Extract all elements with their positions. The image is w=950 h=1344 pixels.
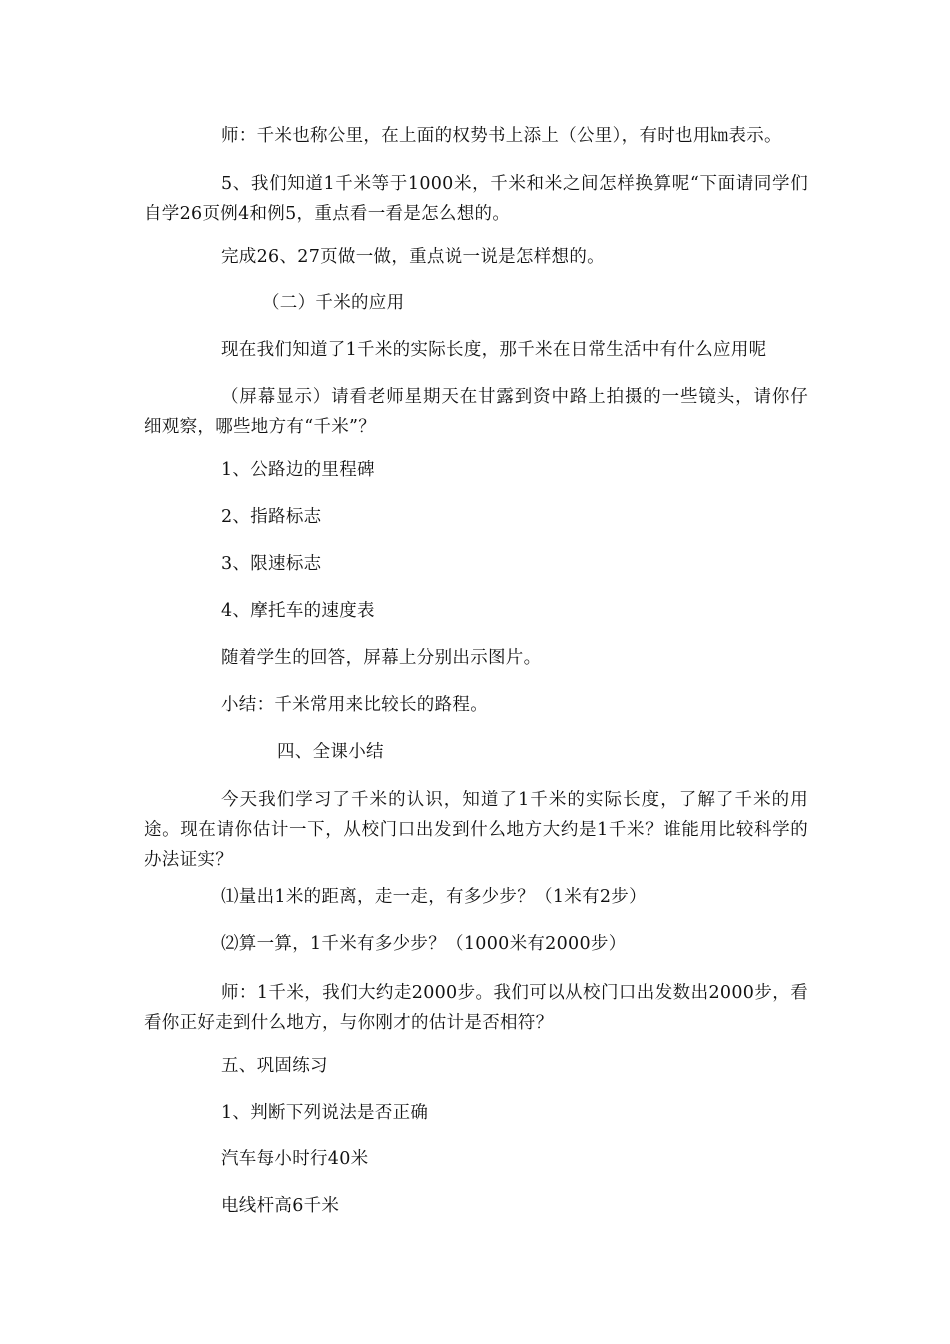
- list-item-measure-steps: ⑴量出1米的距离，走一走，有多少步？（1米有2步）: [221, 887, 647, 907]
- list-item-pole-height: 电线杆高6千米: [221, 1196, 340, 1216]
- list-item-milestone: 1、公路边的里程碑: [221, 460, 375, 480]
- section-heading-application: （二）千米的应用: [262, 293, 405, 313]
- list-item-calculate-steps: ⑵算一算，1千米有多少步？（1000米有2000步）: [221, 934, 627, 954]
- list-item-car-speed: 汽车每小时行40米: [221, 1149, 369, 1169]
- paragraph-summary: 小结：千米常用来比较长的路程。: [221, 695, 488, 715]
- section-heading-practice: 五、巩固练习: [221, 1056, 328, 1076]
- paragraph-teacher-kilometer-alias: 师：千米也称公里，在上面的权势书上添上（公里），有时也用㎞表示。: [221, 126, 782, 146]
- section-heading-lesson-summary: 四、全课小结: [277, 742, 384, 762]
- paragraph-lesson-summary: 今天我们学习了千米的认识，知道了1千米的实际长度，了解了千米的用途。现在请你估计一下，从校门口出发到什么地方大约是1千米？谁能用比较科学的办法证实？: [144, 790, 808, 870]
- paragraph-show-pictures: 随着学生的回答，屏幕上分别出示图片。: [221, 648, 542, 668]
- paragraph-teacher-2000-steps: 师：1千米，我们大约走2000步。我们可以从校门口出发数出2000步，看看你正好走到什么地方，与你刚才的估计是否相符？: [144, 983, 808, 1033]
- list-item-speed-limit-sign: 3、限速标志: [221, 554, 322, 574]
- list-item-true-false: 1、判断下列说法是否正确: [221, 1103, 429, 1123]
- list-item-speedometer: 4、摩托车的速度表: [221, 601, 375, 621]
- paragraph-complete-exercise: 完成26、27页做一做，重点说一说是怎样想的。: [221, 247, 605, 267]
- paragraph-conversion-intro: 5、我们知道1千米等于1000米，千米和米之间怎样换算呢“下面请同学们自学26页例4和例5，重点看一看是怎么想的。: [144, 174, 808, 224]
- paragraph-screen-display: （屏幕显示）请看老师星期天在甘露到资中路上拍摄的一些镜头，请你仔细观察，哪些地方有“千米”？: [144, 387, 808, 437]
- list-item-direction-sign: 2、指路标志: [221, 507, 322, 527]
- paragraph-application-question: 现在我们知道了1千米的实际长度，那千米在日常生活中有什么应用呢: [221, 340, 767, 360]
